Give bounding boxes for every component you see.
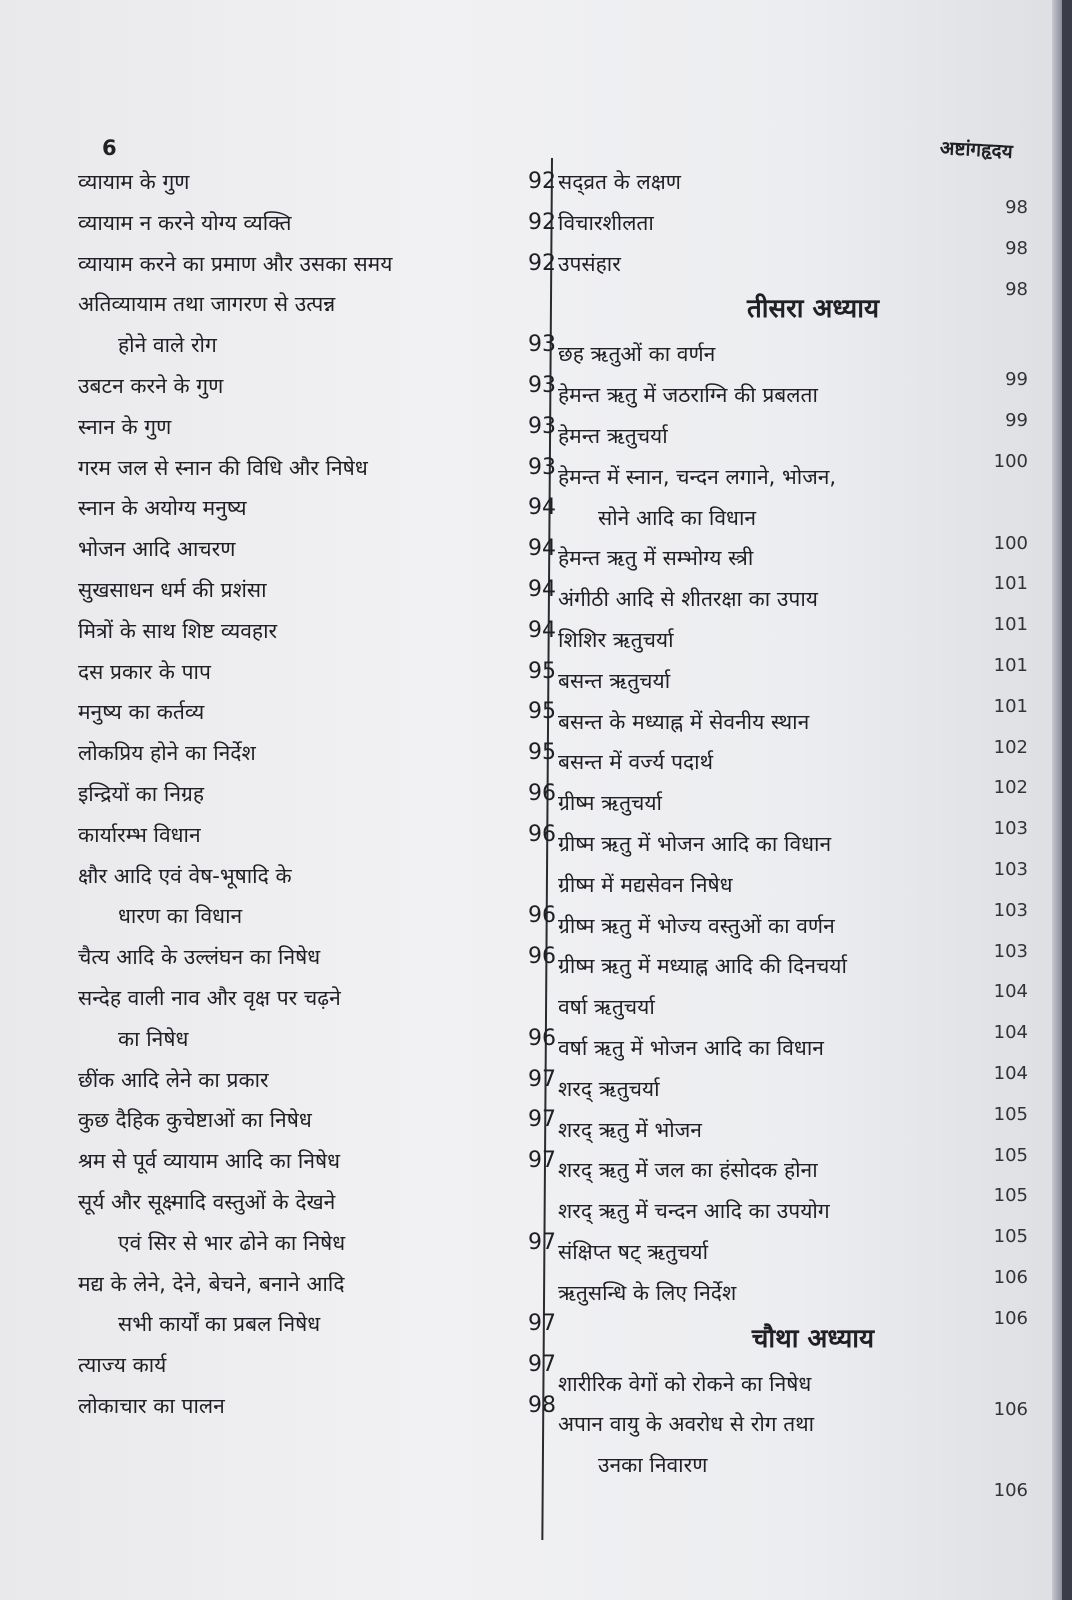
toc-entry-page: 101 <box>993 695 1028 717</box>
toc-entry <box>558 702 1028 758</box>
toc-entry-page: 103 <box>993 858 1028 880</box>
page-number: 6 <box>102 136 117 160</box>
toc-entry-title: ग्रीष्म ऋतुचर्या <box>558 791 662 816</box>
toc-entry <box>558 661 1028 717</box>
toc-entry <box>558 946 1028 1003</box>
toc-entry <box>78 692 558 733</box>
toc-entry-title: ग्रीष्म ऋतु में भोजन आदि का विधान <box>558 831 832 856</box>
toc-entry <box>558 1150 1028 1207</box>
toc-entry-title: सुखसाधन धर्म की प्रशंसा <box>78 577 267 602</box>
toc-entry-page: 94 <box>528 576 556 602</box>
toc-entry-title: छह ऋतुओं का वर्णन <box>558 342 716 367</box>
toc-entry-page: 106 <box>993 1266 1028 1288</box>
toc-entry-page: 104 <box>993 1062 1028 1084</box>
toc-entry-page: 106 <box>993 1480 1028 1502</box>
toc-entry-title: सद्व्रत के लक्षण <box>558 170 681 194</box>
toc-entry-page: 93 <box>528 454 556 480</box>
toc-entry-page: 101 <box>993 573 1028 595</box>
toc-entry-title: सभी कार्यों का प्रबल निषेध <box>118 1312 321 1337</box>
toc-entry <box>78 1100 558 1141</box>
toc-right-column <box>558 162 1028 1502</box>
running-head: अष्टांगहृदय <box>939 137 1014 163</box>
toc-entry-title: शारीरिक वेगों को रोकने का निषेध <box>558 1371 812 1396</box>
toc-entry-title: श्रम से पूर्व व्यायाम आदि का निषेध <box>78 1149 341 1174</box>
toc-entry-title: ऋतुसन्धि के लिए निर्देश <box>558 1280 737 1305</box>
toc-left-column <box>78 162 558 1427</box>
toc-entry-title: सूर्य और सूक्ष्मादि वस्तुओं के देखने <box>78 1189 336 1214</box>
toc-entry-title: ग्रीष्म ऋतु में भोज्य वस्तुओं का वर्णन <box>558 913 835 938</box>
toc-entry <box>558 244 1028 300</box>
toc-entry-title: मित्रों के साथ शिष्ट व्यवहार <box>78 618 278 643</box>
toc-entry <box>558 203 1028 259</box>
toc-entry-page: 96 <box>528 944 556 970</box>
toc-entry-title: वर्षा ऋतु में भोजन आदि का विधान <box>558 1035 824 1060</box>
toc-entry-page: 93 <box>528 413 556 439</box>
toc-entry <box>78 856 558 897</box>
toc-entry-title: मनुष्य का कर्तव्य <box>78 700 205 725</box>
toc-entry-page: 94 <box>528 536 556 562</box>
toc-entry-title: चैत्य आदि के उल्लंघन का निषेध <box>78 945 321 970</box>
toc-entry <box>78 1304 558 1345</box>
toc-entry-title: कार्यारम्भ विधान <box>78 822 201 847</box>
toc-entry-page: 98 <box>1005 237 1028 259</box>
toc-entry-title: अंगीठी आदि से शीतरक्षा का उपाय <box>558 587 818 612</box>
toc-entry <box>558 457 1028 498</box>
toc-entry <box>78 896 558 937</box>
toc-entry-title: कुछ दैहिक कुचेष्टाओं का निषेध <box>78 1108 312 1133</box>
toc-entry-page: 99 <box>1005 369 1028 391</box>
toc-entry-title: इन्द्रियों का निग्रह <box>78 781 205 806</box>
toc-entry <box>558 1404 1028 1445</box>
toc-entry <box>78 203 558 244</box>
toc-entry <box>558 498 1028 554</box>
toc-entry <box>78 652 558 693</box>
toc-entry <box>78 733 558 774</box>
toc-entry <box>558 1273 1028 1329</box>
toc-entry-title: भोजन आदि आचरण <box>78 537 236 562</box>
toc-entry-title: का निषेध <box>118 1026 189 1051</box>
toc-entry-page: 94 <box>528 617 556 643</box>
toc-entry-title: हेमन्त ऋतु में जठराग्नि की प्रबलता <box>558 383 818 408</box>
toc-entry-title: वर्षा ऋतुचर्या <box>558 995 655 1020</box>
toc-entry-title: बसन्त के मध्याह्न में सेवनीय स्थान <box>558 709 810 734</box>
toc-entry-page: 96 <box>528 1025 556 1051</box>
toc-entry-title: व्यायाम करने का प्रमाण और उसका समय <box>78 251 393 276</box>
toc-entry-page: 98 <box>1005 278 1028 300</box>
toc-entry <box>78 488 558 529</box>
toc-entry-page: 97 <box>528 1107 556 1133</box>
toc-entry-title: छींक आदि लेने का प्रकार <box>78 1067 269 1092</box>
toc-entry <box>78 1182 558 1223</box>
toc-entry-page: 92 <box>528 250 556 276</box>
toc-entry <box>558 1232 1028 1288</box>
toc-entry-page: 97 <box>528 1352 556 1378</box>
toc-entry-title: शरद् ऋतुचर्या <box>558 1076 660 1101</box>
toc-entry-page: 102 <box>993 736 1028 758</box>
toc-entry-title: दस प्रकार के पाप <box>78 659 211 684</box>
toc-entry <box>558 906 1028 962</box>
toc-entry-title: होने वाले रोग <box>118 333 217 358</box>
toc-entry-page: 105 <box>993 1103 1028 1125</box>
toc-entry-page: 100 <box>993 450 1028 472</box>
toc-entry-title: ग्रीष्म में मद्यसेवन निषेध <box>558 872 733 897</box>
toc-entry <box>78 937 558 978</box>
toc-entry-page: 95 <box>528 699 556 725</box>
toc-entry-page: 105 <box>993 1226 1028 1248</box>
toc-entry <box>558 334 1028 391</box>
toc-entry-title: हेमन्त में स्नान, चन्दन लगाने, भोजन, <box>558 464 837 489</box>
toc-entry-title: स्नान के अयोग्य मनुष्य <box>78 496 247 521</box>
toc-entry-title: लोकाचार का पालन <box>78 1393 225 1418</box>
toc-entry-page: 95 <box>528 658 556 684</box>
toc-entry <box>78 1223 558 1264</box>
toc-entry-page: 101 <box>993 654 1028 676</box>
toc-entry-page: 100 <box>993 532 1028 554</box>
toc-entry <box>558 1191 1028 1248</box>
toc-entry-page: 96 <box>528 780 556 806</box>
toc-entry-page: 105 <box>993 1144 1028 1166</box>
toc-entry-title: त्याज्य कार्य <box>78 1353 167 1378</box>
toc-entry <box>558 783 1028 840</box>
toc-entry-page: 98 <box>528 1392 556 1418</box>
toc-entry-page: 97 <box>528 1148 556 1174</box>
toc-entry <box>78 570 558 611</box>
toc-entry-title: व्यायाम के गुण <box>78 170 190 194</box>
toc-entry <box>558 162 1028 218</box>
toc-entry-title: एवं सिर से भार ढोने का निषेध <box>118 1230 346 1255</box>
toc-entry-page: 97 <box>528 1311 556 1337</box>
toc-entry <box>78 815 558 856</box>
toc-entry-title: लोकप्रिय होने का निर्देश <box>78 741 256 766</box>
toc-entry <box>78 284 558 325</box>
toc-entry <box>558 865 1028 921</box>
toc-entry <box>558 987 1028 1044</box>
toc-entry-title: शरद् ऋतु में भोजन <box>558 1117 702 1142</box>
toc-entry-page: 98 <box>1005 197 1028 218</box>
toc-entry-title: शरद् ऋतु में चन्दन आदि का उपयोग <box>558 1199 830 1224</box>
toc-entry <box>78 244 558 285</box>
toc-entry-page: 94 <box>528 495 556 521</box>
toc-entry <box>558 538 1028 595</box>
toc-entry-title: शरद् ऋतु में जल का हंसोदक होना <box>558 1158 818 1183</box>
chapter-heading: तीसरा अध्याय <box>746 294 880 325</box>
toc-entry <box>78 407 558 448</box>
toc-entry <box>558 1069 1028 1125</box>
toc-entry-page: 93 <box>528 332 556 358</box>
toc-entry <box>78 1345 558 1386</box>
toc-entry <box>558 824 1028 880</box>
toc-entry <box>558 375 1028 432</box>
toc-entry <box>558 579 1028 636</box>
toc-entry <box>558 1028 1028 1084</box>
toc-entry-page: 92 <box>528 169 556 194</box>
toc-entry-title: संक्षिप्त षट् ऋतुचर्या <box>558 1239 709 1264</box>
toc-entry <box>558 742 1028 799</box>
toc-entry <box>78 366 558 407</box>
toc-entry-title: अपान वायु के अवरोध से रोग तथा <box>558 1412 815 1437</box>
toc-entry-page: 103 <box>993 940 1028 962</box>
toc-entry-page: 92 <box>528 209 556 235</box>
toc-entry-title: हेमन्त ऋतुचर्या <box>558 423 668 448</box>
toc-entry <box>78 1141 558 1182</box>
toc-entry-page: 97 <box>528 1066 556 1092</box>
toc-entry-page: 99 <box>1005 410 1028 432</box>
toc-entry <box>78 448 558 489</box>
toc-entry <box>78 162 558 203</box>
toc-entry-page: 105 <box>993 1185 1028 1207</box>
toc-entry-title: उपसंहार <box>558 251 621 276</box>
toc-entry <box>78 611 558 652</box>
toc-entry-title: क्षौर आदि एवं वेष-भूषादि के <box>78 863 292 888</box>
toc-entry <box>78 774 558 815</box>
toc-entry <box>78 1264 558 1305</box>
toc-entry-title: उनका निवारण <box>598 1453 708 1478</box>
toc-entry <box>78 529 558 570</box>
toc-entry-page: 96 <box>528 821 556 847</box>
toc-entry-page: 97 <box>528 1229 556 1255</box>
chapter-heading: चौथा अध्याय <box>751 1323 875 1354</box>
toc-entry <box>558 1364 1028 1420</box>
toc-entry-title: अतिव्यायाम तथा जागरण से उत्पन्न <box>78 292 336 317</box>
toc-entry-title: शिशिर ऋतुचर्या <box>558 627 674 652</box>
toc-entry <box>78 978 558 1019</box>
toc-entry <box>78 1386 558 1427</box>
toc-entry-page: 93 <box>528 372 556 398</box>
toc-entry-title: बसन्त ऋतुचर्या <box>558 668 671 693</box>
toc-entry-title: बसन्त में वर्ज्य पदार्थ <box>558 750 714 775</box>
toc-entry-title: उबटन करने के गुण <box>78 373 224 398</box>
toc-entry-page: 96 <box>528 903 556 929</box>
toc-entry-title: सोने आदि का विधान <box>598 505 757 530</box>
toc-entry <box>558 620 1028 676</box>
toc-entry-title: ग्रीष्म ऋतु में मध्याह्न आदि की दिनचर्या <box>558 954 847 979</box>
toc-entry-page: 104 <box>993 981 1028 1003</box>
toc-entry <box>78 1019 558 1060</box>
toc-entry-title: धारण का विधान <box>118 904 243 929</box>
toc-entry-page: 101 <box>993 614 1028 636</box>
toc-entry-title: हेमन्त ऋतु में सम्भोग्य स्त्री <box>558 546 754 571</box>
toc-entry-title: स्नान के गुण <box>78 414 172 439</box>
toc-entry-page: 103 <box>993 818 1028 840</box>
toc-entry-title: विचारशीलता <box>558 210 654 235</box>
toc-entry-title: मद्य के लेने, देने, बेचने, बनाने आदि <box>78 1271 345 1296</box>
toc-entry-page: 95 <box>528 740 556 766</box>
toc-entry-title: सन्देह वाली नाव और वृक्ष पर चढ़ने <box>78 985 341 1010</box>
toc-entry <box>558 1110 1028 1166</box>
toc-entry <box>558 1445 1028 1502</box>
toc-entry-page: 103 <box>993 899 1028 921</box>
toc-entry <box>78 1060 558 1101</box>
toc-entry-page: 102 <box>993 777 1028 799</box>
toc-entry-page: 106 <box>993 1307 1028 1329</box>
toc-entry-title: गरम जल से स्नान की विधि और निषेध <box>78 455 368 480</box>
toc-entry <box>558 416 1028 472</box>
toc-entry-title: व्यायाम न करने योग्य व्यक्ति <box>78 210 292 235</box>
toc-entry-page: 104 <box>993 1022 1028 1044</box>
toc-entry-page: 106 <box>993 1398 1028 1420</box>
page-edge <box>1052 0 1062 1600</box>
toc-entry <box>78 325 558 366</box>
